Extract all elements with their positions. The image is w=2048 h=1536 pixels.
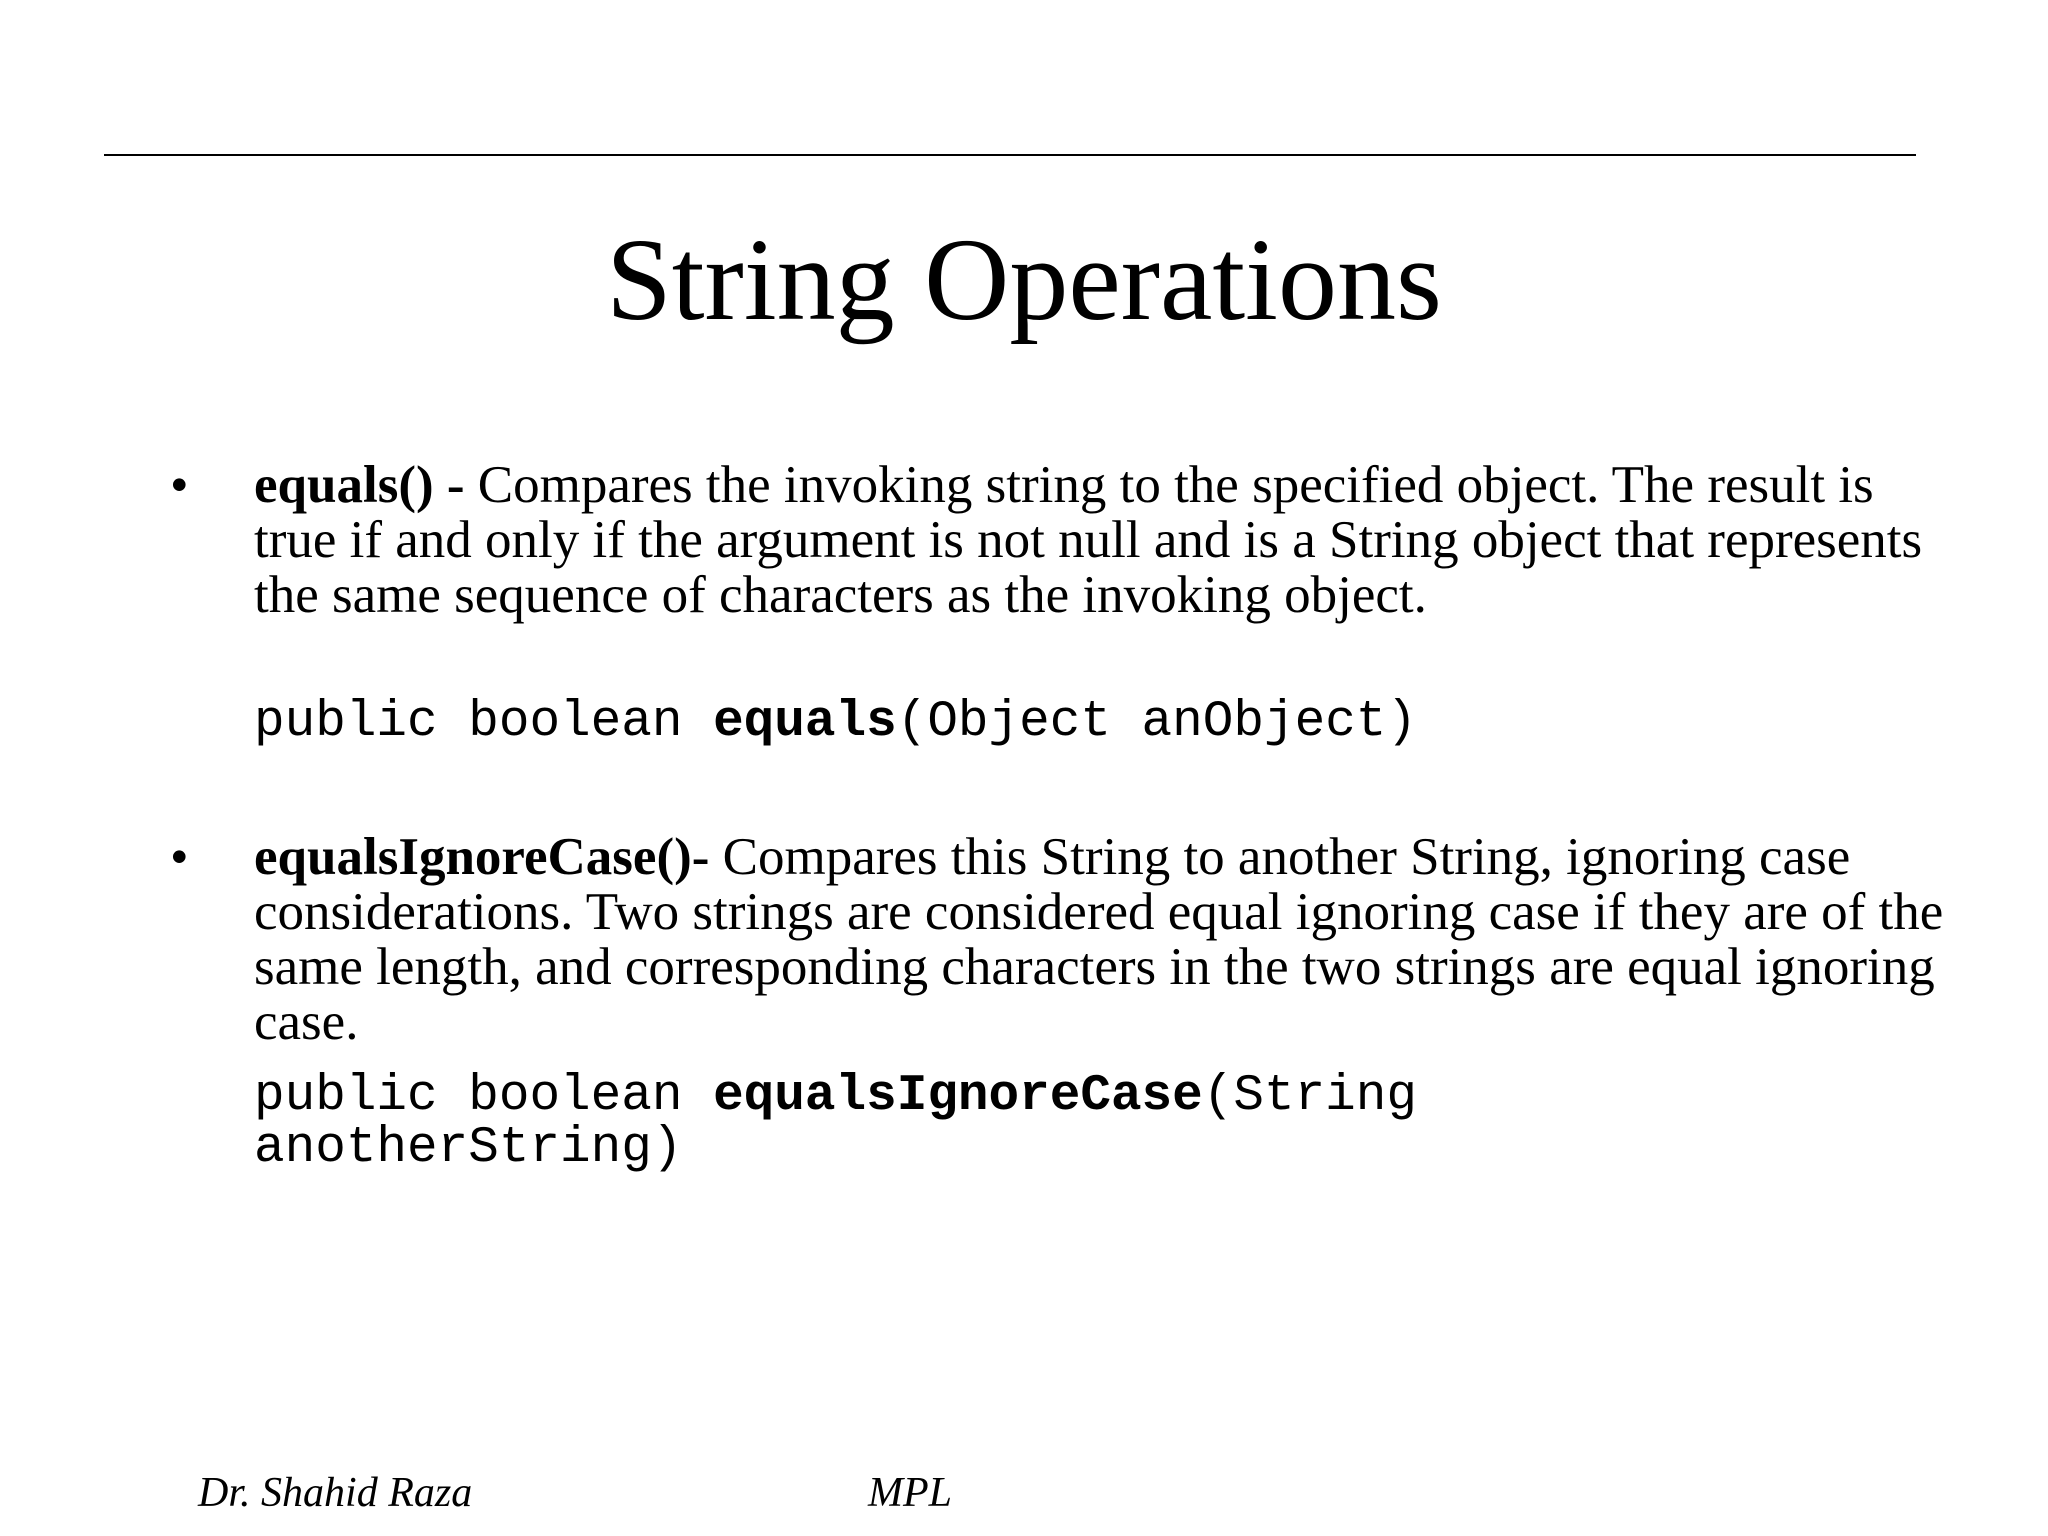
signature-equals-ignore-case-params: (String anotherString) — [254, 1068, 1418, 1177]
bullet-equals-text — [254, 458, 1954, 623]
footer-author: Dr. Shahid Raza — [198, 1470, 473, 1516]
signature-equals-params: (Object anObject) — [896, 694, 1418, 751]
bullet-marker-equals: • — [170, 456, 189, 514]
method-label-equals: equals() - — [254, 456, 465, 514]
signature-equals-ignore-case-method: equalsIgnoreCase — [713, 1068, 1203, 1125]
footer-course: MPL — [868, 1470, 952, 1516]
title-divider-line — [104, 154, 1916, 156]
slide-title: String Operations — [606, 214, 1442, 345]
signature-equals-ignore-case — [254, 1068, 1954, 1177]
signature-equals-prefix: public boolean — [254, 694, 714, 751]
description-equals: Compares the invoking string to the specified object. The result is true if and only if the argument is not null and is a String object that represents the same sequence of characters as the invoking object. — [254, 456, 1923, 624]
signature-equals-method: equals — [713, 694, 897, 751]
bullet-equals-ignore-case-text — [254, 830, 1954, 1050]
method-label-equals-ignore-case: equalsIgnoreCase()- — [254, 828, 710, 886]
signature-equals-ignore-case-prefix: public boolean — [254, 1068, 714, 1125]
bullet-marker-equals-ignore-case: • — [170, 828, 189, 886]
description-equals-ignore-case: Compares this String to another String, ignoring case considerations. Two strings are considered equal ignoring case if they are of the same length, and corresponding characters in the two strings are equal ignoring case. — [254, 828, 1944, 1051]
signature-equals — [254, 694, 1954, 751]
